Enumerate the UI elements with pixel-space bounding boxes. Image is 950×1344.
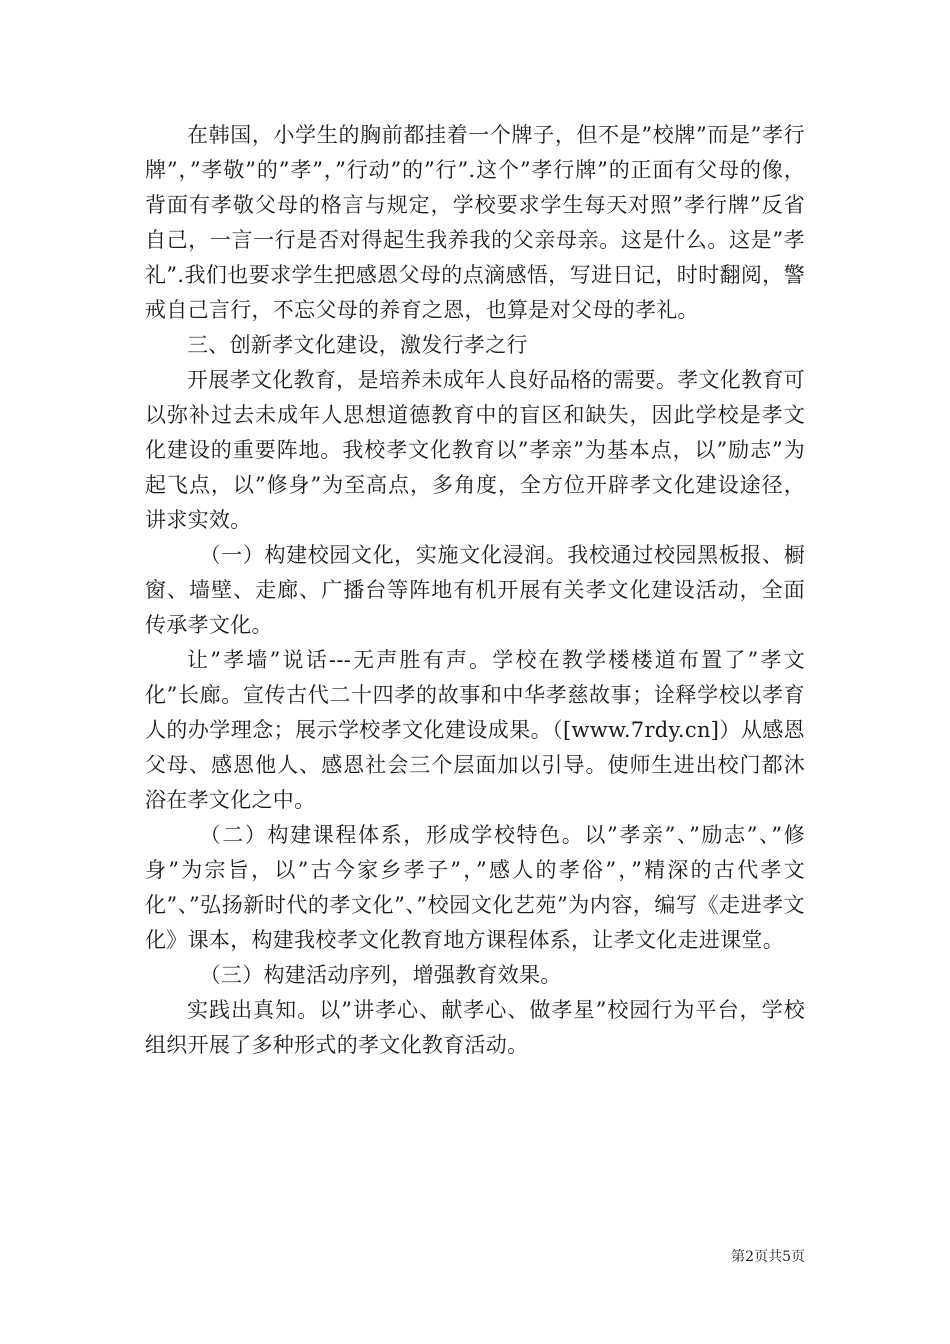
paragraph-activity-series: （三）构建活动序列，增强教育效果。	[199, 963, 562, 987]
page-number: 第2页共5页	[731, 1249, 805, 1265]
document-body	[145, 118, 805, 1063]
paragraph-campus-culture: （一）构建校园文化，实施文化浸润。我校通过校园黑板报、橱窗、墙壁、走廊、广播台等阵地有机开展有关孝文化建设活动，全面传承孝文化。	[145, 543, 805, 637]
paragraph-korea-filial-badge: 在韩国，小学生的胸前都挂着一个牌子，但不是”校牌”而是”孝行牌”，”孝敬”的”孝”，”行动”的”行”.这个”孝行牌”的正面有父母的像，背面有孝敬父母的格言与规定，学校要求学生每天对照”孝行牌”反省自己，一言一行是否对得起生我养我的父亲母亲。这是什么。这是”孝礼”.我们也要求学生把感恩父母的点滴感悟，写进日记，时时翻阅，警戒自己言行，不忘父母的养育之恩，也算是对父母的孝礼。	[145, 123, 805, 322]
paragraph-filial-wall: 让”孝墙”说话---无声胜有声。学校在教学楼楼道布置了”孝文化”长廊。宣传古代二十四孝的故事和中华孝慈故事；诠释学校以孝育人的办学理念；展示学校孝文化建设成果。（[www.7rdy.cn]）从感恩父母、感恩他人、感恩社会三个层面加以引导。使师生进出校门都沐浴在孝文化之中。	[145, 648, 805, 812]
paragraph-filial-education: 开展孝文化教育，是培养未成年人良好品格的需要。孝文化教育可以弥补过去未成年人思想道德教育中的盲区和缺失，因此学校是孝文化建设的重要阵地。我校孝文化教育以”孝亲”为基本点，以”励志”为起飞点，以”修身”为至高点，多角度，全方位开辟孝文化建设途径，讲求实效。	[145, 368, 805, 532]
paragraph-curriculum: （二）构建课程体系，形成学校特色。以”孝亲”、”励志”、”修身”为宗旨，以”古今家乡孝子”，”感人的孝俗”，”精深的古代孝文化”、”弘扬新时代的孝文化”、”校园文化艺苑”为内容，编写《走进孝文化》课本，构建我校孝文化教育地方课程体系，让孝文化走进课堂。	[145, 823, 805, 952]
paragraph-practice: 实践出真知。以”讲孝心、献孝心、做孝星”校园行为平台，学校组织开展了多种形式的孝文化教育活动。	[145, 998, 805, 1057]
section-heading-3: 三、创新孝文化建设，激发行孝之行	[187, 333, 528, 357]
